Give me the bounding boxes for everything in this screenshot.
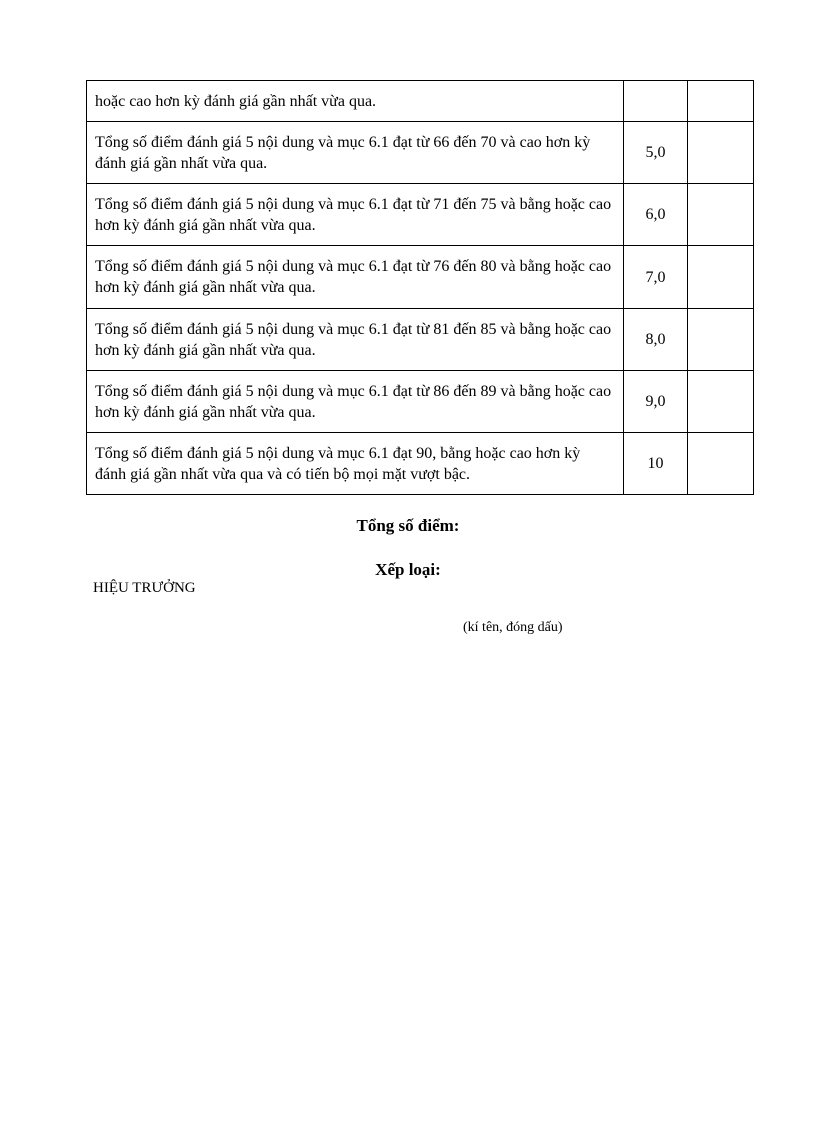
total-score-label: Tổng số điểm: bbox=[356, 516, 460, 535]
criterion-score: 7,0 bbox=[624, 246, 688, 309]
table-row bbox=[87, 371, 754, 433]
criterion-score: 9,0 bbox=[624, 371, 688, 433]
criterion-extra-cell bbox=[688, 246, 754, 309]
table-row bbox=[87, 309, 754, 371]
criterion-text: Tổng số điểm đánh giá 5 nội dung và mục 6.1 đạt từ 76 đến 80 và bằng hoặc cao hơn kỳ đánh giá gần nhất vừa qua. bbox=[87, 246, 624, 309]
criterion-extra-cell bbox=[688, 122, 754, 184]
criterion-text: Tổng số điểm đánh giá 5 nội dung và mục 6.1 đạt từ 71 đến 75 và bằng hoặc cao hơn kỳ đánh giá gần nhất vừa qua. bbox=[87, 184, 624, 246]
criterion-text: Tổng số điểm đánh giá 5 nội dung và mục 6.1 đạt 90, bằng hoặc cao hơn kỳ đánh giá gần nhất vừa qua và có tiến bộ mọi mặt vượt bậc. bbox=[87, 433, 624, 495]
criterion-extra-cell bbox=[688, 309, 754, 371]
criterion-extra-cell bbox=[688, 184, 754, 246]
table-row bbox=[87, 246, 754, 309]
criterion-text: Tổng số điểm đánh giá 5 nội dung và mục 6.1 đạt từ 81 đến 85 và bằng hoặc cao hơn kỳ đánh giá gần nhất vừa qua. bbox=[87, 309, 624, 371]
criterion-score: 5,0 bbox=[624, 122, 688, 184]
signature-note: (kí tên, đóng dấu) bbox=[463, 620, 563, 635]
criterion-score: 8,0 bbox=[624, 309, 688, 371]
criterion-extra-cell bbox=[688, 81, 754, 122]
criteria-table bbox=[86, 80, 754, 495]
table-row bbox=[87, 81, 754, 122]
table-row bbox=[87, 433, 754, 495]
criterion-text: hoặc cao hơn kỳ đánh giá gần nhất vừa qua. bbox=[87, 81, 624, 122]
criterion-text: Tổng số điểm đánh giá 5 nội dung và mục 6.1 đạt từ 86 đến 89 và bằng hoặc cao hơn kỳ đánh giá gần nhất vừa qua. bbox=[87, 371, 624, 433]
criterion-score: 6,0 bbox=[624, 184, 688, 246]
table-row bbox=[87, 122, 754, 184]
principal-title: HIỆU TRƯỞNG bbox=[93, 580, 196, 596]
table-row bbox=[87, 184, 754, 246]
criterion-score: 10 bbox=[624, 433, 688, 495]
criterion-text: Tổng số điểm đánh giá 5 nội dung và mục 6.1 đạt từ 66 đến 70 và cao hơn kỳ đánh giá gần nhất vừa qua. bbox=[87, 122, 624, 184]
rank-label: Xếp loại: bbox=[375, 560, 441, 579]
criterion-extra-cell bbox=[688, 433, 754, 495]
criterion-extra-cell bbox=[688, 371, 754, 433]
criterion-score bbox=[624, 81, 688, 122]
